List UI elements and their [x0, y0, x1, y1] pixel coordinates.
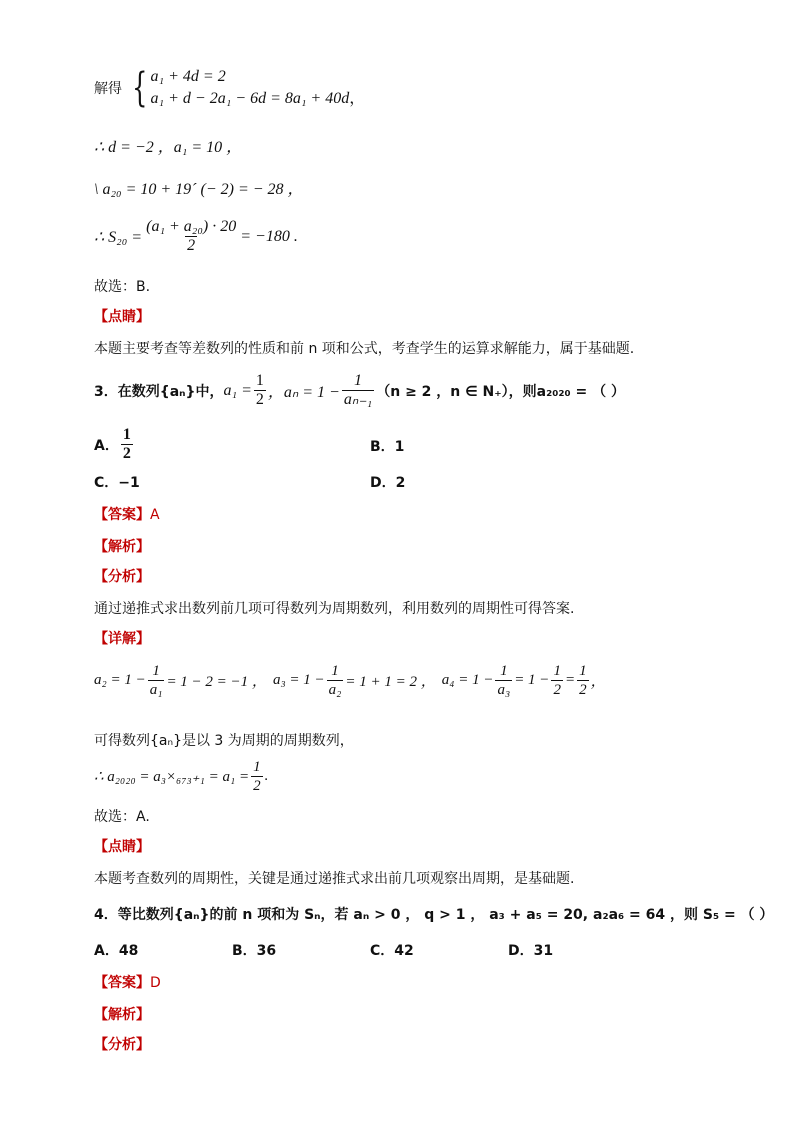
calc-a3-num: 1: [331, 663, 339, 679]
calc-a4-pre: a₄ = 1 −: [441, 672, 494, 688]
concl-post: .: [264, 768, 269, 784]
q4-jiexi-tag: 【解析】: [94, 1007, 150, 1023]
q3-answer: [94, 504, 160, 524]
calc-a2-post: = 1 − 2 = −1 ，: [166, 674, 267, 690]
q3-answer-tag: 【答案】: [94, 507, 150, 523]
concl-num: 1: [253, 759, 261, 775]
calc-a4-num2: 1: [553, 663, 561, 679]
q3-option-a-den: 2: [122, 445, 131, 462]
q3-fenxi-text: 通过递推式求出数列前几项可得数列为周期数列，利用数列的周期性可得答案.: [94, 601, 575, 617]
s20-prefix: ∴ S₂₀ =: [94, 228, 143, 246]
concl-pre: ∴ a₂₀₂₀ = a₃×₆₇₃₊₁ = a₁ =: [94, 769, 250, 785]
concl-den: 2: [253, 778, 261, 794]
solve-system: [94, 66, 365, 110]
q3-xiangjie-tag: 【详解】: [94, 631, 150, 647]
calc-a2-den: a₁: [149, 682, 163, 698]
q3-an-den: aₙ₋₁: [343, 391, 373, 408]
q3-answer-value: A: [150, 507, 160, 523]
calc-a4-den3: 2: [579, 682, 587, 698]
line-d-a1: ∴ d = −2 ，a₁ = 10 ，: [94, 139, 243, 156]
calc-a4-mid: = 1 −: [514, 672, 550, 688]
system-eq2: a₁ + d − 2a₁ − 6d = 8a₁ + 40d: [150, 90, 350, 107]
q4-stem: 4．等比数列{aₙ}的前 n 项和为 Sₙ，若 aₙ > 0 ， q > 1 ， a₃ + a₅ = 20, a₂a₆ = 64 ，则 S₅ = （ ）: [94, 907, 774, 923]
calc-a4-eq: =: [564, 672, 576, 688]
s20-numerator: (a₁ + a₂₀) · 20: [146, 218, 237, 235]
calc-a3-den: a₂: [328, 682, 342, 698]
left-brace: {: [132, 65, 148, 111]
q3-an-num: 1: [354, 372, 363, 389]
q4-answer-tag: 【答案】: [94, 975, 150, 991]
choose-b: 故选：B.: [94, 279, 151, 295]
s20-denominator: 2: [187, 237, 196, 254]
line-a20: \ a₂₀ = 10 + 19´ (− 2) = − 28 ，: [94, 181, 304, 198]
q3-a1-den: 2: [255, 391, 264, 408]
q3-choose: 故选：A.: [94, 809, 150, 825]
calc-a4-num: 1: [500, 663, 508, 679]
comment-text-1: 本题主要考查等差数列的性质和前 n 项和公式，考查学生的运算求解能力，属于基础题.: [94, 341, 635, 357]
calc-a4-den2: 2: [553, 682, 561, 698]
solve-label: 解得: [94, 81, 122, 97]
q3-period: 可得数列{aₙ}是以 3 为周期的周期数列，: [94, 733, 354, 749]
q3-option-c: C．−1: [94, 475, 140, 491]
q4-fenxi-tag: 【分析】: [94, 1037, 150, 1053]
q3-stem: [94, 372, 625, 409]
calc-a4-num3: 1: [579, 663, 587, 679]
q3-jiexi-tag: 【解析】: [94, 539, 150, 555]
calc-a2-num: 1: [152, 663, 160, 679]
q4-option-c: C．42: [370, 943, 414, 959]
q4-option-d: D．31: [508, 943, 554, 959]
q3-option-d: D．2: [370, 475, 406, 491]
q4-answer: [94, 972, 161, 992]
comment-tag-1: 【点睛】: [94, 309, 150, 325]
calc-a4-post: ，: [590, 674, 606, 690]
system-eq2-end: ，: [349, 90, 366, 107]
q3-option-a-label: A．: [94, 437, 119, 454]
s20-suffix: = −180 .: [240, 227, 298, 245]
q3-a1: a₁ =: [223, 381, 252, 399]
q3-fenxi-tag: 【分析】: [94, 569, 150, 585]
line-s20: [94, 218, 298, 255]
calc-a3-pre: a₃ = 1 −: [272, 672, 325, 688]
calc-a4-den: a₃: [497, 682, 511, 698]
system-eq1: a₁ + 4d = 2: [150, 68, 226, 85]
q3-conclusion: [94, 758, 268, 795]
q4-option-b: B．36: [232, 943, 277, 959]
calc-a3-post: = 1 + 1 = 2 ，: [345, 674, 436, 690]
q3-stem-pre: 3．在数列{aₙ}中，: [94, 383, 224, 400]
q3-comment-text: 本题考查数列的周期性，关键是通过递推式求出前几项观察出周期，是基础题.: [94, 871, 575, 887]
q3-calc-line: [94, 662, 606, 699]
q3-a1-num: 1: [255, 372, 264, 389]
q3-comment-tag: 【点睛】: [94, 839, 150, 855]
q4-answer-value: D: [150, 975, 161, 991]
q3-an: ，aₙ = 1 −: [267, 384, 340, 401]
q4-option-a: A．48: [94, 943, 139, 959]
q3-option-b: B．1: [370, 439, 405, 455]
q3-option-a-num: 1: [122, 426, 131, 443]
calc-a2-pre: a₂ = 1 −: [94, 672, 146, 688]
q3-option-a: [94, 426, 135, 463]
q3-cond: （n ≥ 2 ，n ∈ N₊），则a₂₀₂₀ = （ ）: [376, 383, 625, 400]
